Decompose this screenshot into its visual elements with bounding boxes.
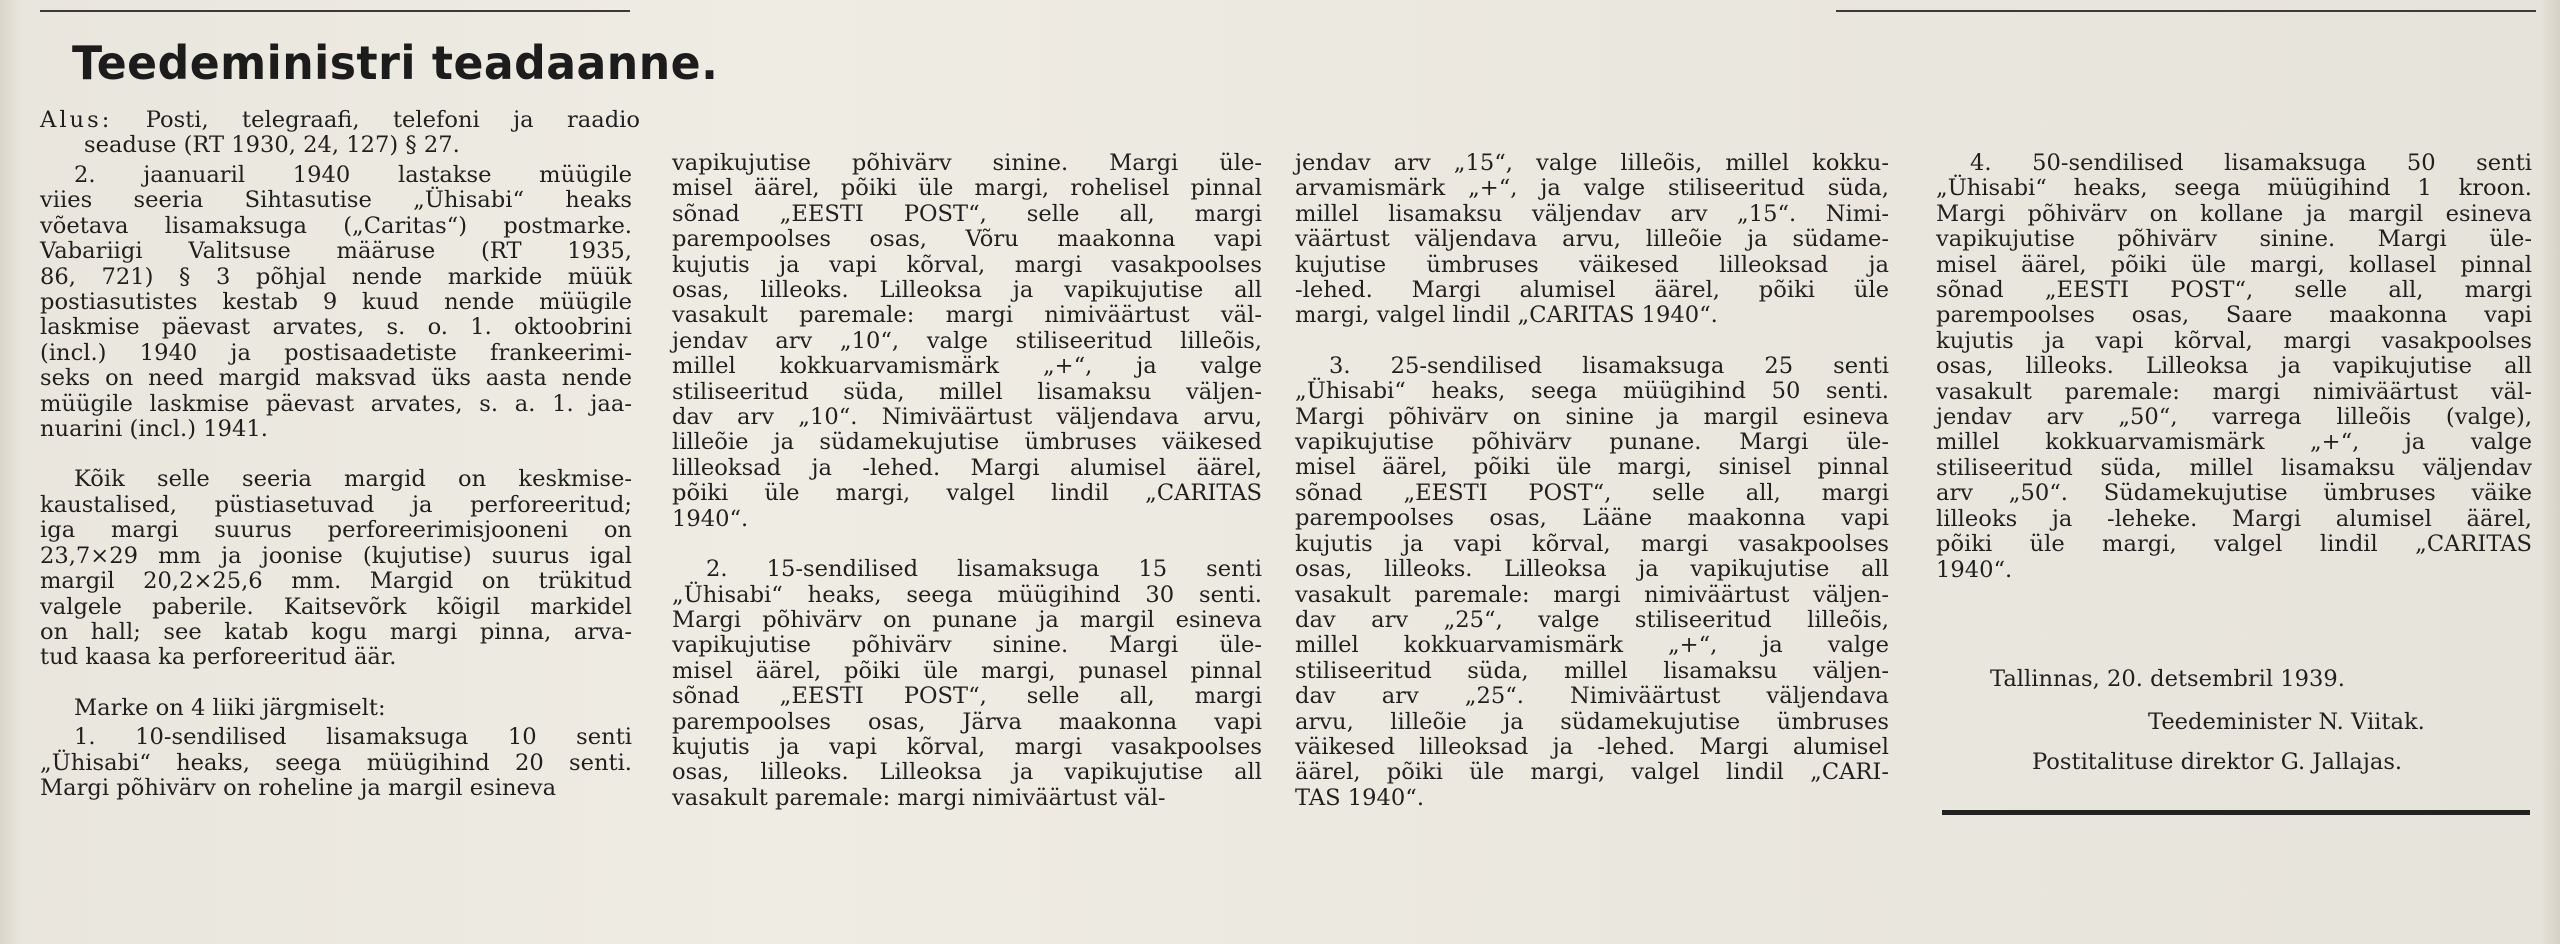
text-line: 1940“. [1936,556,2013,583]
text-line: „Ühisabi“ heaks, seega müügihind 1 kroon. [1936,175,2532,202]
text-line: Margi põhivärv on roheline ja margil esineva [40,774,557,801]
paragraph-gap [672,532,1262,557]
text-line: parempoolses osas, Järva maakonna vapi [672,708,1262,735]
text-line: kujutis ja vapi kõrval, margi vasakpoolses [1936,327,2532,354]
text-line: sõnad „EESTI POST“, selle all, margi [672,200,1262,227]
text-line: parempoolses osas, Võru maakonna vapi [672,226,1262,253]
paragraph-gap [40,671,632,696]
top-rule-left [40,10,630,12]
text-line: vasakult paremale: margi nimiväärtust väl- [672,784,1166,811]
page-edge-shadow [0,0,22,944]
text-line: kujutis ja vapi kõrval, margi vasakpoolses [1295,530,1889,557]
text-line: misel äärel, põiki üle margi, rohelisel pinnal [672,175,1262,202]
text-line: postiasutistes kestab 9 kuud nende müügile [40,289,632,316]
paragraph-gap [40,442,632,467]
text-line: millel kokkuarvamismärk „+“, ja valge [1936,429,2532,456]
text-line: Kõik selle seeria margid on keskmise- [74,466,632,493]
text-line: jendav arv „50“, varrega lilleõis (valge), [1936,404,2532,431]
legal-basis-line-2: seaduse (RT 1930, 24, 127) § 27. [84,132,460,159]
minister-signature: Teedeminister N. Viitak. [2148,709,2425,735]
text-line: seks on need margid maksvad üks aasta nende [40,365,632,392]
text-line: müügile laskmise päevast arvates, s. a. 1. jaa- [40,390,632,417]
text-line: põiki üle margi, valgel lindil „CARITAS [672,480,1262,507]
text-line: 23,7×29 mm ja joonise (kujutise) suurus igal [40,542,632,569]
text-line: misel äärel, põiki üle margi, kollasel pinnal [1936,251,2532,278]
text-line: millel kokkuarvamismärk „+“, ja valge [1295,632,1889,659]
text-line: laskmise päevast arvates, s. o. 1. oktoobrini [40,314,632,341]
announcement-heading: Teedeministri teadaanne. [72,36,719,90]
text-line: „Ühisabi“ heaks, seega müügihind 50 senti. [1295,378,1889,405]
paragraph-gap [1295,329,1889,354]
text-line: võetava lisamaksuga („Caritas“) postmarke. [40,212,632,239]
text-line: osas, lilleoks. Lilleoksa ja vapikujutise all [1936,353,2532,380]
legal-basis [40,108,640,159]
text-line: dav arv „10“. Nimiväärtust väljendava arvu, [672,404,1262,431]
text-line: väikesed lilleoksad ja -lehed. Margi alumisel [1295,733,1889,760]
text-line: nuarini (incl.) 1941. [40,416,268,443]
text-line: iga margi suurus perforeerimisjooneni on [40,517,632,544]
text-column-1 [40,163,632,801]
text-line: vasakult paremale: margi nimiväärtust väl- [1936,378,2532,405]
text-line: äärel, põiki üle margi, valgel lindil „CARI- [1295,759,1889,786]
text-line: sõnad „EESTI POST“, selle all, margi [1936,277,2532,304]
text-line: on hall; see katab kogu margi pinna, arva- [40,618,632,645]
text-line: 3. 25-sendilised lisamaksuga 25 senti [1329,352,1889,379]
text-line: viies seeria Sihtasutise „Ühisabi“ heaks [40,187,632,214]
text-line: põiki üle margi, valgel lindil „CARITAS [1936,531,2532,558]
end-rule [1942,810,2530,815]
text-line: osas, lilleoks. Lilleoksa ja vapikujutise all [672,759,1262,786]
text-line: väärtust väljendava arvu, lilleõie ja südame- [1295,226,1889,253]
text-line: Vabariigi Valitsuse määruse (RT 1935, [40,238,632,265]
text-line: arvamismärk „+“, ja valge stiliseeritud süda, [1295,175,1889,202]
text-line: vapikujutise põhivärv sinine. Margi üle- [672,632,1262,659]
text-line: (incl.) 1940 ja postisaadetiste frankeerimi- [40,339,632,366]
text-line: Margi põhivärv on punane ja margil esineva [672,606,1262,633]
text-line: valgele paberile. Kaitsevõrk kõigil markidel [40,593,632,620]
text-line: kujutis ja vapi kõrval, margi vasakpoolses [672,733,1262,760]
text-line: parempoolses osas, Lääne maakonna vapi [1295,505,1889,532]
legal-basis-label: Alus: [40,107,113,133]
director-signature: Postitalituse direktor G. Jallajas. [2032,749,2403,775]
text-column-2 [672,151,1262,811]
place-date-line: Tallinnas, 20. detsembril 1939. [1990,666,2345,692]
legal-basis-line-1 [40,108,640,133]
text-column-4 [1936,151,2532,583]
text-line: misel äärel, põiki üle margi, punasel pinnal [672,657,1262,684]
text-line: arvu, lilleõie ja südamekujutise ümbruses [1295,708,1889,735]
text-line: jendav arv „10“, valge stiliseeritud lilleõis, [672,327,1262,354]
text-line: stiliseeritud süda, millel lisamaksu väljen- [672,378,1262,405]
text-line: tud kaasa ka perforeeritud äär. [40,644,397,671]
text-line: Margi põhivärv on kollane ja margil esineva [1936,200,2532,227]
text-line: vapikujutise põhivärv sinine. Margi üle- [1936,226,2532,253]
text-line: osas, lilleoks. Lilleoksa ja vapikujutise all [1295,556,1889,583]
text-line: stiliseeritud süda, millel lisamaksu väljen- [1295,657,1889,684]
text-line: osas, lilleoks. Lilleoksa ja vapikujutise all [672,277,1262,304]
text-line: Marke on 4 liiki järgmiselt: [74,694,386,721]
text-line: vapikujutise põhivärv sinine. Margi üle- [672,150,1262,176]
text-line: sõnad „EESTI POST“, selle all, margi [672,683,1262,710]
text-line: TAS 1940“. [1295,784,1425,811]
text-line: lilleoks ja -leheke. Margi alumisel äärel, [1936,505,2532,532]
text-line: vapikujutise põhivärv punane. Margi üle- [1295,429,1889,456]
text-line: stiliseeritud süda, millel lisamaksu väljendav [1936,454,2532,481]
text-line: kujutise ümbruses väikesed lilleoksad ja [1295,251,1889,278]
text-line: vasakult paremale: margi nimiväärtust väljen- [1295,581,1889,608]
text-line: kujutis ja vapi kõrval, margi vasakpoolses [672,251,1262,278]
text-line: lilleoksad ja -lehed. Margi alumisel äärel, [672,454,1262,481]
legal-basis-text-1: Posti, telegraafi, telefoni ja raadio [145,107,641,133]
text-line: dav arv „25“, valge stiliseeritud lilleõis, [1295,606,1889,633]
text-line: -lehed. Margi alumisel äärel, põiki üle [1295,277,1889,304]
text-line: vasakult paremale: margi nimiväärtust väl- [672,302,1262,329]
text-line: millel lisamaksu väljendav arv „15“. Nimi- [1295,200,1889,227]
text-line: arv „50“. Südamekujutise ümbruses väike [1936,480,2532,507]
text-line: 1. 10-sendilised lisamaksuga 10 senti [74,724,632,751]
text-column-3 [1295,151,1889,811]
text-line: 2. 15-sendilised lisamaksuga 15 senti [706,556,1262,583]
page-edge-right [2540,0,2560,944]
text-line: margil 20,2×25,6 mm. Margid on trükitud [40,568,632,595]
text-line: Margi põhivärv on sinine ja margil esineva [1295,403,1889,430]
top-rule-right [1836,10,2536,12]
text-line: 1940“. [672,505,749,532]
text-line: 86, 721) § 3 põhjal nende markide müük [40,263,632,290]
text-line: sõnad „EESTI POST“, selle all, margi [1295,479,1889,506]
text-line: millel kokkuarvamismärk „+“, ja valge [672,353,1262,380]
text-line: „Ühisabi“ heaks, seega müügihind 20 senti. [40,749,632,776]
text-line: 2. jaanuaril 1940 lastakse müügile [74,162,632,188]
text-line: parempoolses osas, Saare maakonna vapi [1936,302,2532,329]
text-line: margi, valgel lindil „CARITAS 1940“. [1295,302,1718,329]
text-line: jendav arv „15“, valge lilleõis, millel kokku- [1295,150,1889,176]
text-line: dav arv „25“. Nimiväärtust väljendava [1295,683,1889,710]
text-line: „Ühisabi“ heaks, seega müügihind 30 senti. [672,581,1262,608]
text-line: kaustalised, püstiasetuvad ja perforeeritud; [40,491,632,518]
text-line: 4. 50-sendilised lisamaksuga 50 senti [1970,150,2532,176]
text-line: lilleõie ja südamekujutise ümbruses väikesed [672,429,1262,456]
text-line: misel äärel, põiki üle margi, sinisel pinnal [1295,454,1889,481]
